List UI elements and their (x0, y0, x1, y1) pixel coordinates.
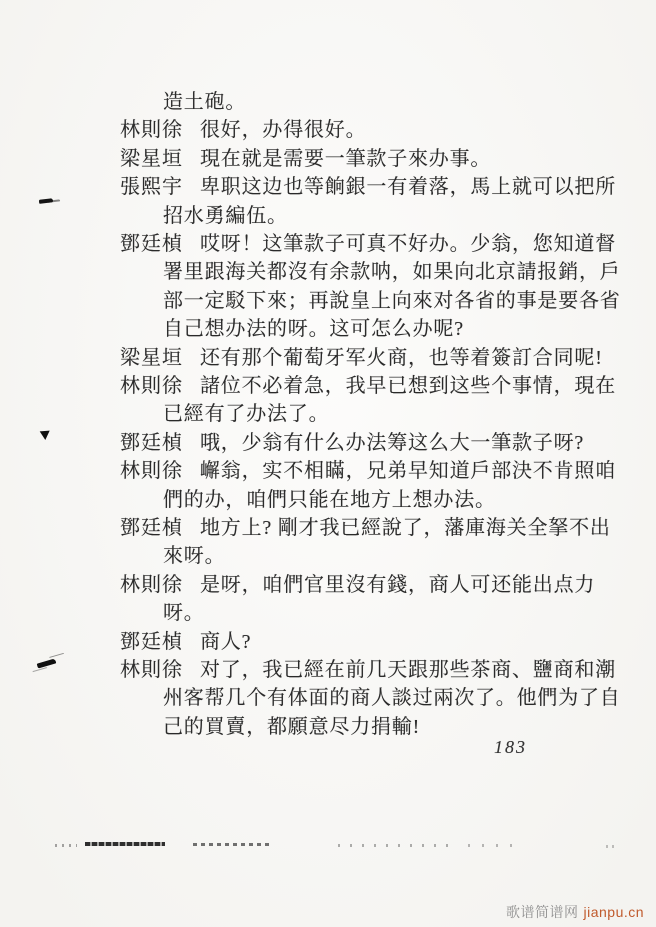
watermark-site-url: jianpu.cn (583, 904, 645, 920)
script-line-continuation (163, 714, 420, 740)
scan-edge-artifact (85, 842, 165, 846)
page-number: 183 (494, 737, 527, 757)
dialogue-text: 署里跟海关都沒有余款呐，如果向北京請报銷，戶 (163, 261, 621, 284)
script-line-continuation (163, 288, 621, 314)
script-line (120, 657, 616, 683)
script-line (120, 231, 616, 257)
dialogue-text: 卑职这边也等餉銀一有着落，馬上就可以把所 (200, 176, 616, 199)
margin-ink-mark-top (39, 198, 53, 204)
scan-edge-artifact (468, 844, 523, 847)
script-line (120, 146, 491, 172)
dialogue-text: 商人? (200, 630, 252, 653)
script-line-continuation (163, 685, 621, 711)
speaker-name: 鄧廷楨 (120, 517, 183, 539)
script-line (120, 430, 584, 456)
dialogue-text: 哦，少翁有什么办法筹这么大一筆款子呀? (200, 431, 585, 454)
watermark-site-name: 歌谱简谱网 (506, 904, 579, 920)
dialogue-text: 还有那个葡萄牙军火商，也等着簽訂合同呢! (200, 346, 603, 369)
dialogue-text: 造土砲。 (163, 91, 247, 113)
speaker-name: 梁星垣 (120, 346, 183, 369)
script-line (120, 629, 251, 655)
dialogue-text: 們的办，咱們只能在地方上想办法。 (163, 488, 496, 511)
speaker-name: 張熙宇 (120, 176, 183, 199)
script-line-continuation (163, 401, 329, 427)
scan-edge-artifact (55, 844, 77, 847)
dialogue-text: 对了，我已經在前几天跟那些茶商、鹽商和潮 (200, 659, 616, 681)
script-line (120, 515, 611, 541)
speaker-name: 梁星垣 (120, 147, 183, 170)
speaker-name: 林則徐 (120, 119, 183, 142)
dialogue-text: 現在就是需要一筆款子來办事。 (200, 147, 492, 170)
dialogue-text: 部一定駁下來；再說皇上向來对各省的事是要各省 (163, 289, 621, 312)
speaker-name: 鄧廷楨 (120, 630, 183, 653)
speaker-name: 林則徐 (120, 375, 183, 397)
script-line (120, 373, 616, 399)
site-watermark (506, 902, 644, 922)
dialogue-text: 很好，办得很好。 (200, 119, 367, 142)
script-line-continuation (163, 487, 496, 513)
script-line-continuation (163, 89, 246, 115)
dialogue-text: 來呀。 (163, 545, 226, 568)
dialogue-text: 州客帮几个有体面的商人談过兩次了。他們为了自 (163, 687, 621, 710)
script-line-continuation (163, 259, 621, 285)
speaker-name: 林則徐 (120, 460, 183, 483)
dialogue-text: 自己想办法的呀。这可怎么办呢? (163, 318, 464, 341)
dialogue-text: 已經有了办法了。 (163, 403, 330, 426)
dialogue-text: 地方上? 剛才我已經說了，藩庫海关全拏不出 (200, 517, 611, 539)
speaker-name: 鄧廷楨 (120, 431, 183, 454)
speaker-name: 鄧廷楨 (120, 233, 183, 255)
speaker-name: 林則徐 (120, 573, 183, 596)
script-line (120, 117, 366, 143)
script-line-continuation (163, 203, 288, 229)
dialogue-text: 哎呀！这筆款子可真不好办。少翁，您知道督 (200, 233, 616, 255)
scan-edge-artifact (606, 845, 616, 848)
script-line-continuation (163, 316, 464, 342)
script-line-continuation (163, 543, 225, 569)
dialogue-text: 諸位不必着急，我早已想到这些个事情，現在 (200, 375, 616, 397)
dialogue-text: 嶰翁，实不相瞞，兄弟早知道戶部決不肯照咱 (200, 460, 616, 483)
script-line (120, 572, 595, 598)
margin-ink-mark-bottom (37, 658, 57, 668)
speaker-name: 林則徐 (120, 659, 183, 681)
dialogue-text: 己的買賣，都願意尽力捐輸! (163, 715, 421, 738)
script-line (120, 458, 616, 484)
margin-triangle-mark (40, 431, 51, 441)
scan-edge-artifact (193, 843, 273, 846)
dialogue-text: 呀。 (163, 602, 205, 625)
script-line-continuation (163, 600, 205, 626)
dialogue-text: 招水勇編伍。 (163, 204, 288, 227)
scan-edge-artifact (338, 844, 453, 847)
dialogue-text: 是呀，咱們官里沒有錢，商人可还能出点力 (200, 573, 596, 596)
script-line (120, 345, 603, 371)
script-line (120, 174, 616, 200)
